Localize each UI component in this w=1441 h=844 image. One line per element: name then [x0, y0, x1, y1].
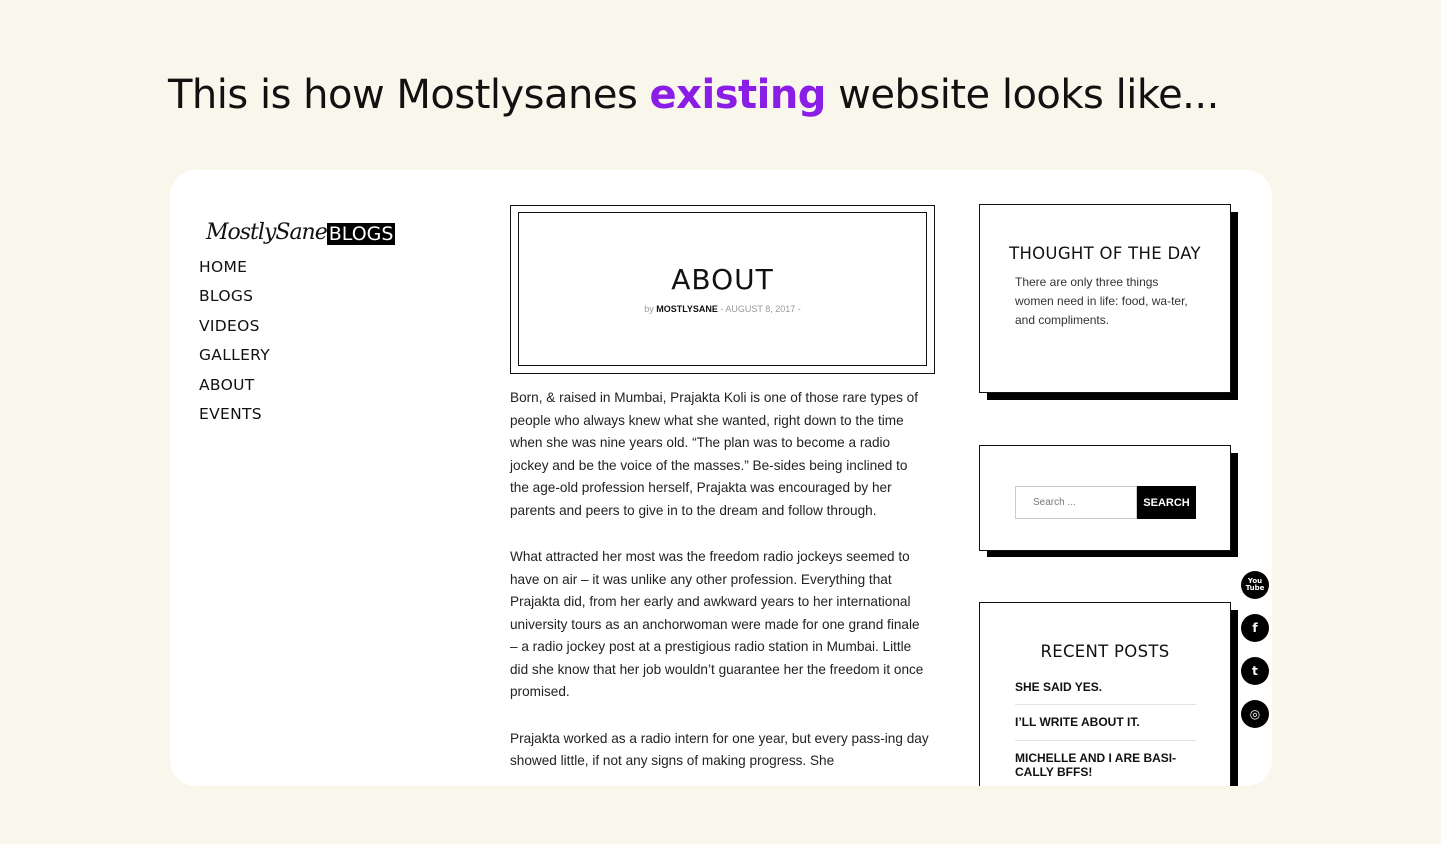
- instagram-icon[interactable]: ◎: [1241, 700, 1269, 728]
- site-logo[interactable]: [206, 218, 395, 248]
- recent-post-link[interactable]: SHE SAID YES.: [1015, 680, 1196, 705]
- headline: [168, 72, 1219, 118]
- post-meta: [519, 304, 926, 314]
- post-meta-trail: -: [795, 304, 801, 314]
- post-date: AUGUST 8, 2017: [725, 304, 796, 314]
- nav-item-events[interactable]: EVENTS: [199, 404, 262, 423]
- headline-accent: existing: [649, 72, 826, 118]
- website-screenshot-card: [170, 170, 1272, 786]
- recent-posts-title: RECENT POSTS: [1040, 642, 1170, 661]
- search-input[interactable]: Search ...: [1015, 486, 1137, 519]
- nav-item-videos[interactable]: VIDEOS: [199, 316, 260, 335]
- recent-post-link[interactable]: MICHELLE AND I ARE BASI-CALLY BFFS!: [1015, 751, 1177, 779]
- article-body: [510, 387, 930, 786]
- thought-text: There are only three things women need in life: food, wa-ter, and compliments.: [1015, 275, 1188, 327]
- nav-item-about[interactable]: ABOUT: [199, 375, 255, 394]
- page-title: ABOUT: [671, 263, 774, 296]
- thought-title: THOUGHT OF THE DAY: [1009, 244, 1201, 263]
- nav-item-blogs[interactable]: BLOGS: [199, 287, 254, 306]
- search-widget: [979, 445, 1231, 551]
- post-date-sep: -: [717, 304, 726, 314]
- article-paragraph: Prajakta worked as a radio intern for one year, but every pass-ing day showed little, if not any signs of making progress. She: [510, 730, 929, 768]
- recent-posts-widget: [979, 602, 1231, 786]
- search-button[interactable]: SEARCH: [1137, 486, 1196, 519]
- recent-post-link[interactable]: I’LL WRITE ABOUT IT.: [1015, 705, 1196, 741]
- recent-posts-list: [1015, 680, 1196, 779]
- nav-item-home[interactable]: HOME: [199, 258, 248, 276]
- logo-box: BLOGS: [328, 223, 394, 245]
- facebook-icon[interactable]: f: [1241, 614, 1269, 642]
- youtube-icon[interactable]: You Tube: [1241, 571, 1269, 599]
- logo-script: MostlySane: [206, 220, 327, 245]
- about-header: [518, 212, 927, 366]
- thought-widget: [979, 204, 1231, 393]
- post-author[interactable]: MOSTLYSANE: [656, 304, 718, 314]
- article-paragraph: Born, & raised in Mumbai, Prajakta Koli is one of those rare types of people who always knew what she wanted, right down to the time when she was nine years old. “The plan was to become a radio jockey and be the voice of the masses.” Be-sides being inclined to the age-old profession herself, Prajakta was encouraged by her parents and peers to give in to the dream and follow through.: [510, 390, 919, 518]
- headline-lead: This is how Mostlysanes: [168, 72, 650, 118]
- article-paragraph: What attracted her most was the freedom radio jockeys seemed to have on air – it was unlike any other profession. Everything that Prajakta did, from her early and awkward years to her international university tours as an anchorwoman were made for one grand finale – a radio jockey post at a prestigious radio station in Mumbai. Little did she know that her job wouldn’t guarantee her the freedom it once promised.: [510, 549, 924, 699]
- twitter-icon[interactable]: t: [1241, 657, 1269, 685]
- main-nav: [199, 255, 270, 431]
- post-by: by: [644, 304, 654, 314]
- headline-tail: website looks like...: [825, 72, 1219, 118]
- nav-item-gallery[interactable]: GALLERY: [199, 346, 271, 365]
